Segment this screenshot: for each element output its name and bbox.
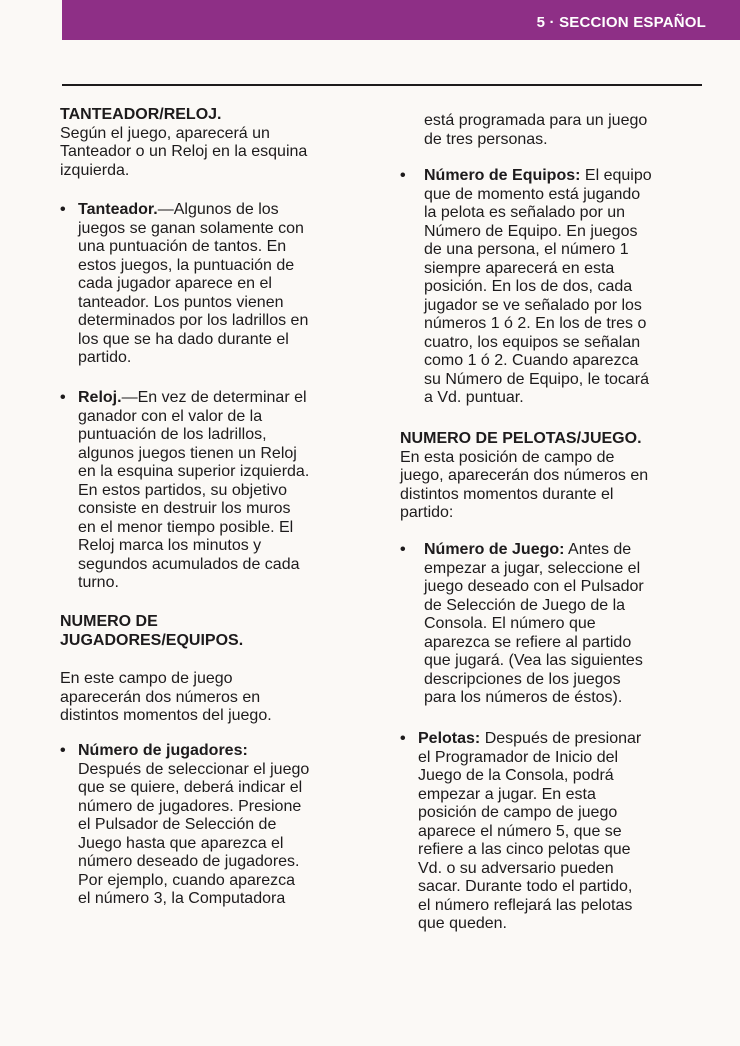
numero-intro-block xyxy=(60,670,365,726)
pelotas-section xyxy=(400,430,705,523)
bullet-reloj: • Reloj.—En vez de determinar el ganador con el valor de la puntuación de los ladrillos, algunos juegos tienen un Reloj en la esquina superior izquierda. En estos partidos, su objetivo consiste en destruir los muros en el menor tiempo posible. El Reloj marca los minutos y segundos acumulados de cada turno. xyxy=(60,389,310,591)
header-rule xyxy=(62,84,702,86)
tanteador-heading: TANTEADOR/RELOJ. xyxy=(60,106,222,123)
header-band xyxy=(62,0,740,40)
tanteador-intro: Según el juego, aparecerá un Tanteador o un Reloj en la esquina izquierda. xyxy=(60,124,308,179)
bullet-jugadores: • Número de jugadores: Después de seleccionar el juego que se quiere, deberá indicar el número de jugadores. Presione el Pulsador de Selección de Juego hasta que aparezca el número deseado de jugadores. Por ejemplo, cuando aparezca el número 3, la Computadora xyxy=(60,742,365,909)
bullet-term: Número de Equipos: xyxy=(424,167,581,184)
section-title: 5 · SECCION ESPAÑOL xyxy=(536,14,706,31)
tanteador-section xyxy=(60,106,365,180)
bullet-equipos: • Número de Equipos: El equipo que de momento está jugando la pelota es señalado por un Número de Equipo. En juegos de una persona, el número 1 siempre aparecerá en esta posición. En los de dos, cada jugador se ve señalado por los números 1 ó 2. En los de tres o cuatro, los equipos se señalan como 1 ó 2. Cuando aparezca su Número de Equipo, le tocará a Vd. puntuar. xyxy=(400,167,652,406)
bullet-dot: • xyxy=(400,167,406,184)
continuation-text: está programada para un juego de tres personas. xyxy=(424,112,648,148)
numero-intro: En este campo de juego aparecerán dos números en distintos momentos del juego. xyxy=(60,670,272,724)
bullet-juego: • Número de Juego: Antes de empezar a jugar, seleccione el juego deseado con el Pulsador de Selección de Juego de la Consola. El número que aparezca se refiere al partido que jugará. (Vea las siguientes descripciones de los juegos para los números de éstos). xyxy=(400,541,644,706)
bullet-dot: • xyxy=(400,541,406,558)
bullet-term: Pelotas: xyxy=(418,730,481,747)
bullet-term: Número de Juego: xyxy=(424,541,565,558)
numero-heading: NUMERO DE JUGADORES/EQUIPOS. xyxy=(60,613,244,649)
bullet-dot: • xyxy=(400,730,406,747)
bullet-tanteador: • Tanteador.—Algunos de los juegos se ganan solamente con una puntuación de tantos. En estos juegos, la puntuación de cada jugador aparece en el tanteador. Los puntos vienen determinados por los ladrillos en los que se ha dado durante el partido. xyxy=(60,201,309,366)
bullet-term: Tanteador. xyxy=(78,201,158,218)
numero-section xyxy=(60,613,365,650)
pelotas-intro: En esta posición de campo de juego, aparecerán dos números en distintos momentos durante el partido: xyxy=(400,448,649,521)
bullet-dot: • xyxy=(60,389,66,406)
bullet-term: Reloj. xyxy=(78,389,122,406)
bullet-dot: • xyxy=(60,201,66,218)
bullet-dot: • xyxy=(60,742,66,759)
bullet-term: Número de jugadores: xyxy=(78,742,248,759)
bullet-pelotas: • Pelotas: Después de presionar el Programador de Inicio del Juego de la Consola, podrá empezar a jugar. En esta posición de campo de juego aparece el número 5, que se refiere a las cinco pelotas que Vd. o su adversario pueden sacar. Durante todo el partido, el número reflejará las pelotas que queden. xyxy=(400,730,642,932)
pelotas-heading: NUMERO DE PELOTAS/JUEGO. xyxy=(400,430,642,447)
